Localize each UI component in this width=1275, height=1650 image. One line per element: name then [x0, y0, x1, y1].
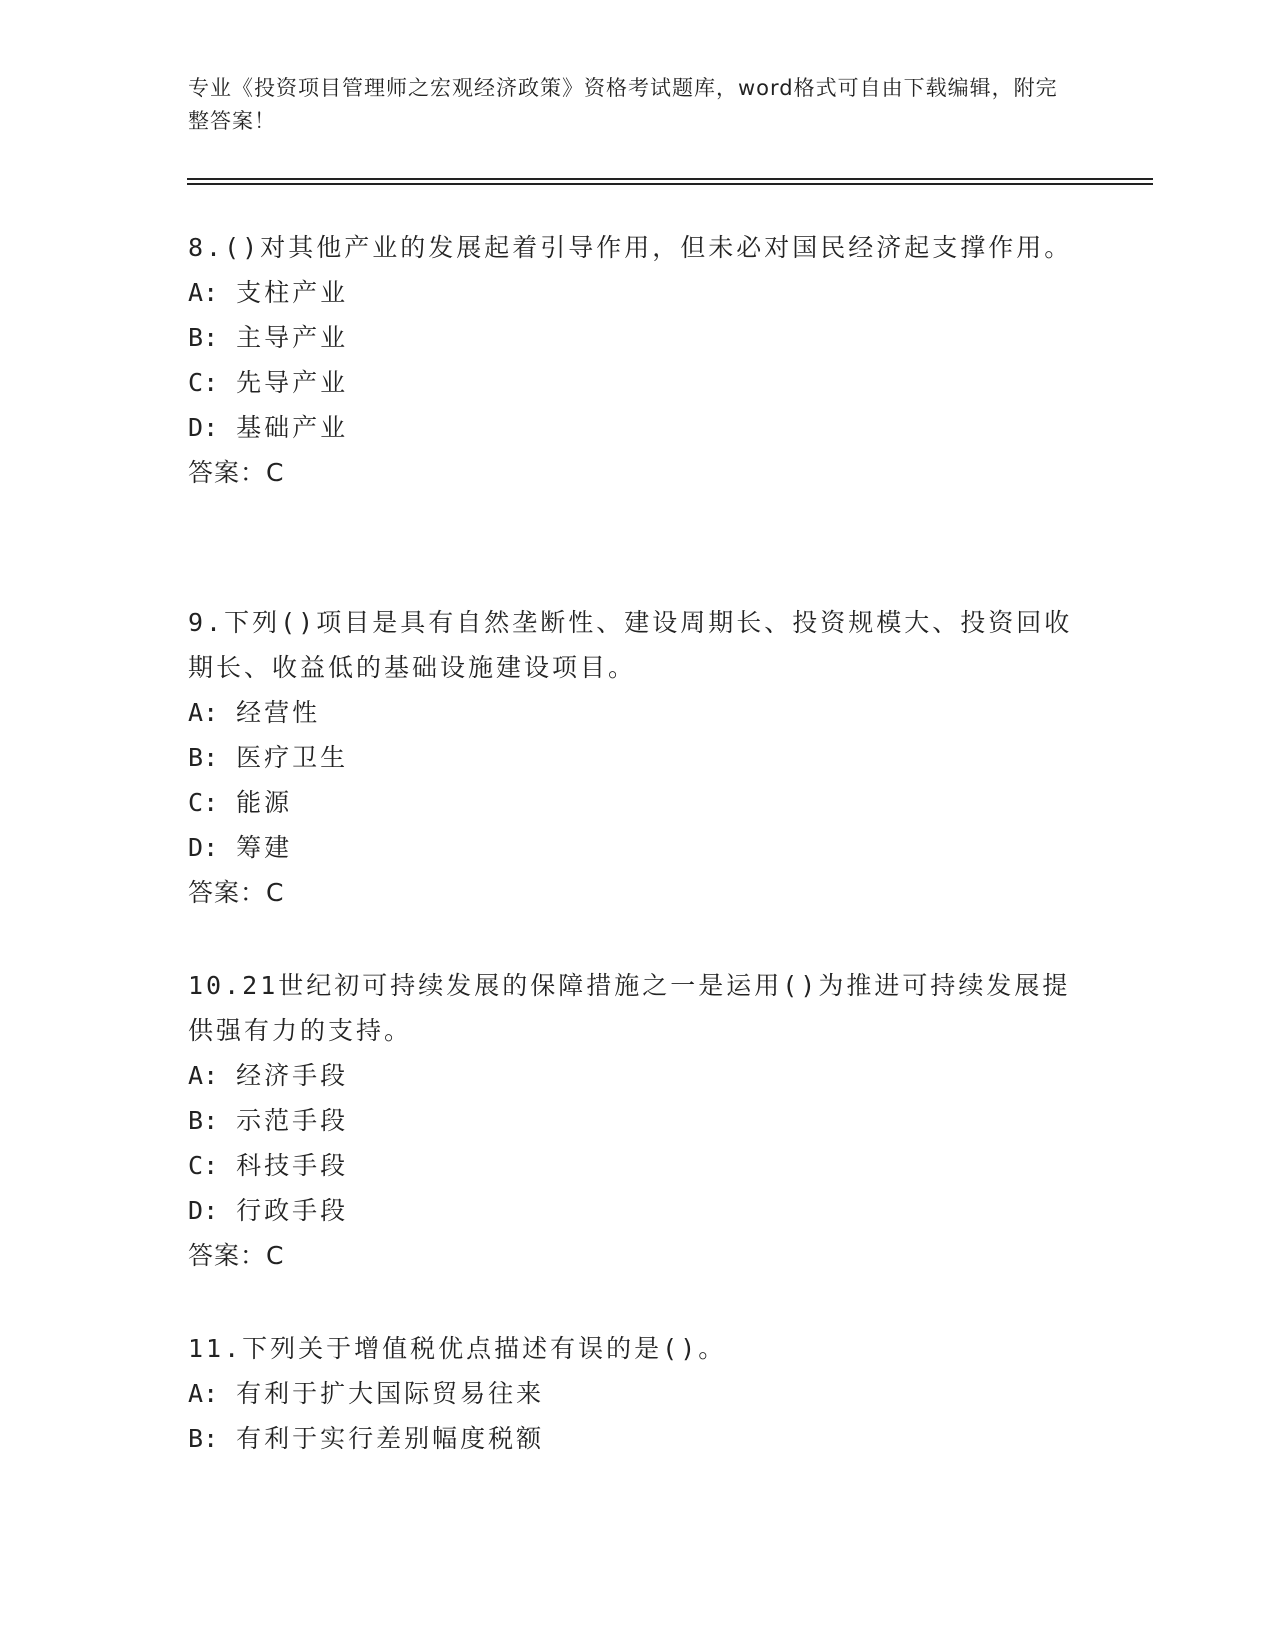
- option-text: 经济手段: [236, 1061, 349, 1090]
- option-separator: :: [203, 1196, 219, 1225]
- option-letter: A: [188, 1061, 204, 1090]
- option-separator: :: [203, 743, 219, 772]
- answer-line: 答案：C: [188, 878, 285, 907]
- option-text: 经营性: [236, 698, 321, 727]
- option-b: [188, 735, 1088, 780]
- option-text: 能源: [236, 788, 293, 817]
- option-separator: :: [203, 368, 219, 397]
- option-letter: B: [188, 1106, 204, 1135]
- question-8: [188, 225, 1088, 496]
- header-divider-bottom: [187, 183, 1153, 185]
- option-b: [188, 315, 1088, 360]
- option-separator: :: [203, 1379, 219, 1408]
- option-text: 有利于实行差别幅度税额: [236, 1424, 545, 1453]
- option-letter: B: [188, 1424, 204, 1453]
- option-b: [188, 1416, 1088, 1461]
- option-text: 主导产业: [236, 323, 349, 352]
- option-b: [188, 1098, 1088, 1143]
- option-separator: :: [203, 698, 219, 727]
- option-separator: :: [203, 1424, 219, 1453]
- answer-line: 答案：C: [188, 1241, 285, 1270]
- option-text: 先导产业: [236, 368, 349, 397]
- option-letter: B: [188, 743, 204, 772]
- option-letter: A: [188, 1379, 204, 1408]
- option-letter: C: [188, 1151, 204, 1180]
- option-separator: :: [203, 278, 219, 307]
- question-stem: 8.()对其他产业的发展起着引导作用，但未必对国民经济起支撑作用。: [188, 233, 1073, 262]
- option-separator: :: [203, 323, 219, 352]
- option-text: 筹建: [236, 833, 293, 862]
- option-text: 科技手段: [236, 1151, 349, 1180]
- option-text: 行政手段: [236, 1196, 349, 1225]
- option-letter: A: [188, 698, 204, 727]
- option-c: [188, 360, 1088, 405]
- answer-line: 答案：C: [188, 458, 285, 487]
- option-text: 有利于扩大国际贸易往来: [236, 1379, 545, 1408]
- option-c: [188, 780, 1088, 825]
- option-text: 支柱产业: [236, 278, 349, 307]
- option-d: [188, 405, 1088, 450]
- option-letter: B: [188, 323, 204, 352]
- option-letter: C: [188, 368, 204, 397]
- option-a: [188, 690, 1088, 735]
- option-a: [188, 1371, 1088, 1416]
- option-text: 示范手段: [236, 1106, 349, 1135]
- option-separator: :: [203, 833, 219, 862]
- question-9: [188, 600, 1088, 916]
- option-separator: :: [203, 1151, 219, 1180]
- option-text: 基础产业: [236, 413, 349, 442]
- document-header: 专业《投资项目管理师之宏观经济政策》资格考试题库，word格式可自由下载编辑，附完整答案！: [188, 76, 1058, 133]
- question-stem: 10.21世纪初可持续发展的保障措施之一是运用()为推进可持续发展提供强有力的支持。: [188, 971, 1071, 1045]
- option-letter: D: [188, 413, 204, 442]
- question-stem: 11.下列关于增值税优点描述有误的是()。: [188, 1334, 727, 1363]
- question-10: [188, 963, 1088, 1279]
- option-d: [188, 825, 1088, 870]
- option-d: [188, 1188, 1088, 1233]
- header-divider-top: [187, 178, 1153, 180]
- option-a: [188, 270, 1088, 315]
- option-a: [188, 1053, 1088, 1098]
- option-text: 医疗卫生: [236, 743, 349, 772]
- option-separator: :: [203, 788, 219, 817]
- option-separator: :: [203, 413, 219, 442]
- option-letter: A: [188, 278, 204, 307]
- option-separator: :: [203, 1061, 219, 1090]
- question-11: [188, 1326, 1088, 1461]
- option-letter: C: [188, 788, 204, 817]
- option-letter: D: [188, 833, 204, 862]
- option-letter: D: [188, 1196, 204, 1225]
- option-c: [188, 1143, 1088, 1188]
- question-stem: 9.下列()项目是具有自然垄断性、建设周期长、投资规模大、投资回收期长、收益低的基础设施建设项目。: [188, 608, 1073, 682]
- option-separator: :: [203, 1106, 219, 1135]
